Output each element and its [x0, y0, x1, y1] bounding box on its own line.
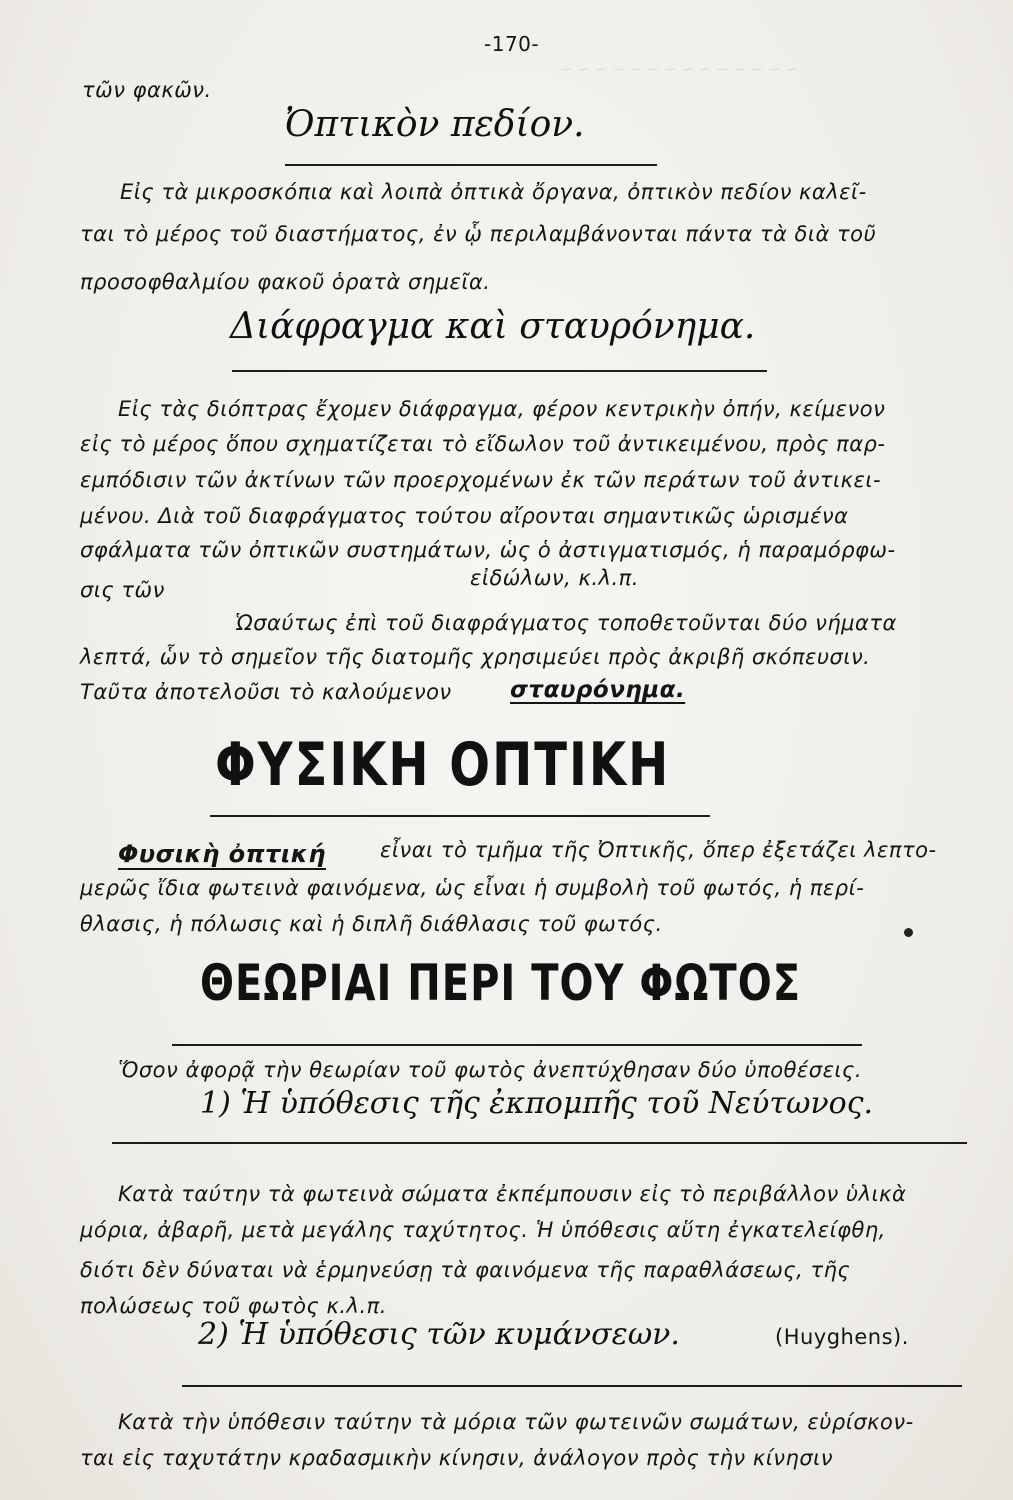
intro-line: τῶν φακῶν.	[82, 78, 212, 102]
divider	[285, 164, 657, 166]
paragraph-line: εἰδώλων, κ.λ.π.	[470, 566, 639, 590]
paragraph-line: Εἰς τὰ μικροσκόπια καὶ λοιπὰ ὀπτικὰ ὄργανα, ὀπτικὸν πεδίον καλεῖ-	[120, 180, 867, 204]
paragraph-line: ται εἰς ταχυτάτην κραδασμικὴν κίνησιν, ἀνάλογον πρὸς τὴν κίνησιν	[80, 1446, 833, 1470]
paragraph-line: Ὡσαύτως ἐπὶ τοῦ διαφράγματος τοποθετοῦνται δύο νήματα	[235, 611, 897, 635]
paragraph-line: εἰς τὸ μέρος ὅπου σχηματίζεται τὸ εἴδωλον τοῦ ἀντικειμένου, πρὸς παρ-	[80, 432, 886, 456]
hypothesis-author: (Huyghens).	[775, 1325, 909, 1349]
section-title-diaphragm: Διάφραγμα καὶ σταυρόνημα.	[230, 306, 756, 347]
emphasis-term: σταυρόνημα.	[510, 677, 686, 703]
ink-spot	[904, 928, 913, 937]
paragraph-line: ται τὸ μέρος τοῦ διαστήματος, ἐν ᾧ περιλαμβάνονται πάντα τὰ διὰ τοῦ	[80, 222, 877, 246]
paragraph-line: εμπόδισιν τῶν ἀκτίνων τῶν προερχομένων ἐκ τῶν περάτων τοῦ ἀντικει-	[80, 468, 882, 492]
paragraph-line: σφάλματα τῶν ὀπτικῶν συστημάτων, ὡς ὁ ἀστιγματισμός, ἡ παραμόρφω-	[80, 538, 896, 562]
bleed-through-texture: ~ ~ ~ ~ ~ ~ ~ ~ ~ ~ ~ ~ ~ ~	[560, 60, 798, 78]
divider	[232, 370, 767, 372]
divider	[172, 1044, 862, 1046]
section-title-optical-field: Ὀπτικὸν πεδίον.	[285, 104, 585, 145]
divider	[210, 815, 710, 817]
paragraph-line: μένου. Διὰ τοῦ διαφράγματος τούτου αἴρονται σημαντικῶς ὡρισμένα	[80, 504, 849, 528]
defined-term: Φυσικὴ ὀπτική	[118, 840, 326, 868]
paragraph-line: λεπτά, ὧν τὸ σημεῖον τῆς διατομῆς χρησιμεύει πρὸς ἀκριβῆ σκόπευσιν.	[80, 645, 871, 669]
paragraph-line: σις τῶν	[80, 578, 165, 602]
paragraph-line: διότι δὲν δύναται νὰ ἑρμηνεύσῃ τὰ φαινόμενα τῆς παραθλάσεως, τῆς	[80, 1258, 851, 1282]
section-title-theories: ΘΕΩΡΙΑΙ ΠΕΡΙ ΤΟΥ ΦΩΤΟΣ	[200, 955, 802, 1013]
section-title-physical-optics: ΦΥΣΙΚΗ ΟΠΤΙΚΗ	[215, 730, 671, 800]
paragraph-line: Ὅσον ἀφορᾷ τὴν θεωρίαν τοῦ φωτὸς ἀνεπτύχθησαν δύο ὑποθέσεις.	[118, 1058, 863, 1082]
paragraph-line: προσοφθαλμίου φακοῦ ὁρατὰ σημεῖα.	[80, 270, 491, 294]
paragraph-line: πολώσεως τοῦ φωτὸς κ.λ.π.	[80, 1294, 387, 1318]
paragraph-line: εἶναι τὸ τμῆμα τῆς Ὀπτικῆς, ὅπερ ἐξετάζει λεπτο-	[380, 838, 937, 862]
paragraph-line: Κατὰ ταύτην τὰ φωτεινὰ σώματα ἐκπέμπουσιν εἰς τὸ περιβάλλον ὑλικὰ	[118, 1182, 907, 1206]
paragraph-line: θλασις, ἡ πόλωσις καὶ ἡ διπλῆ διάθλασις τοῦ φωτός.	[80, 912, 663, 936]
paragraph-line: μόρια, ἀβαρῆ, μετὰ μεγάλης ταχύτητος. Ἡ ὑπόθεσις αὕτη ἐγκατελείφθη,	[80, 1218, 886, 1242]
divider	[182, 1385, 962, 1387]
page-number: -170-	[484, 32, 540, 56]
hypothesis-title-huyghens: 2) Ἡ ὑπόθεσις τῶν κυμάνσεων.	[198, 1317, 680, 1352]
paragraph-line: Ταῦτα ἀποτελοῦσι τὸ καλούμενον	[80, 680, 452, 704]
divider	[112, 1142, 967, 1144]
paragraph-line: Εἰς τὰς διόπτρας ἔχομεν διάφραγμα, φέρον κεντρικὴν ὀπήν, κείμενον	[118, 397, 886, 421]
paragraph-line: Κατὰ τὴν ὑπόθεσιν ταύτην τὰ μόρια τῶν φωτεινῶν σωμάτων, εὑρίσκον-	[118, 1410, 914, 1434]
hypothesis-title-newton: 1) Ἡ ὑπόθεσις τῆς ἐκπομπῆς τοῦ Νεύτωνος.	[200, 1086, 874, 1121]
paragraph-line: μερῶς ἴδια φωτεινὰ φαινόμενα, ὡς εἶναι ἡ συμβολὴ τοῦ φωτός, ἡ περί-	[80, 876, 865, 900]
